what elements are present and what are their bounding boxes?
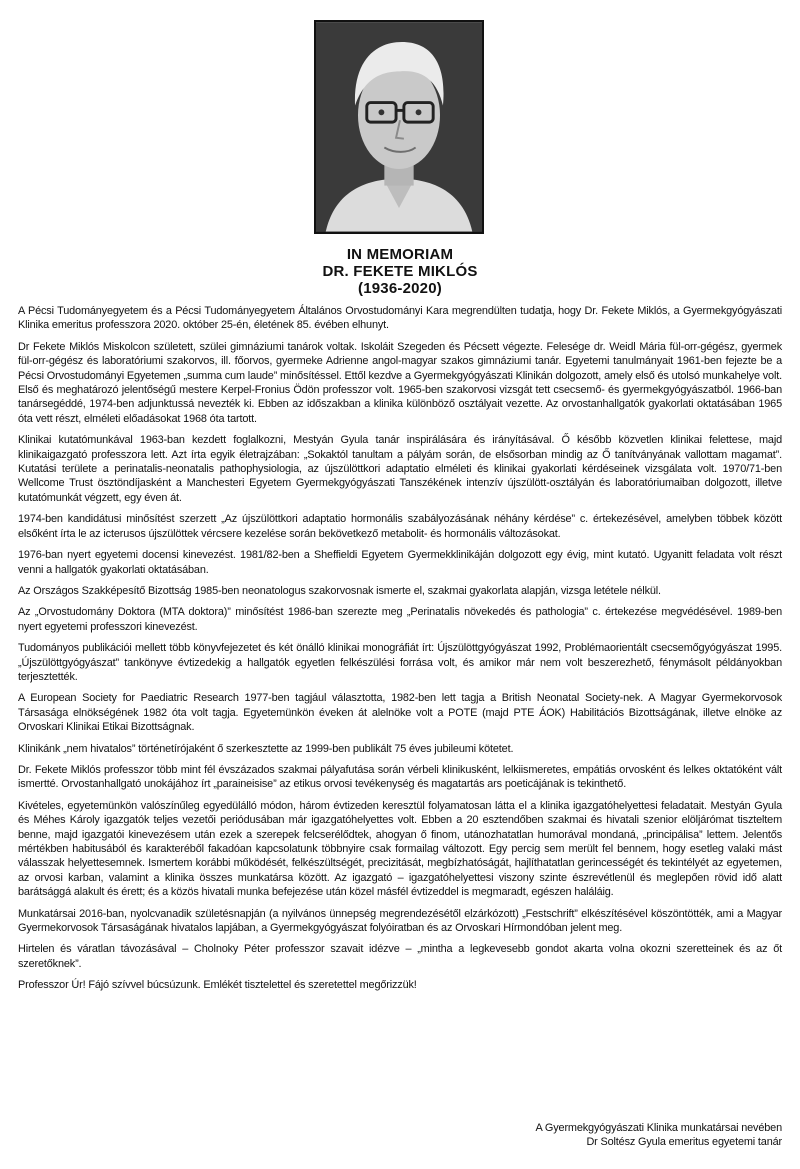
paragraph: 1974-ben kandidátusi minősítést szerzett „Az újszülöttkori adaptatio hormonális szabályozásának néhány kérdése” c. értekezésével, amelyben többek között elsőként írta le az icterusos újszülöttek vércsere kezelése során bekövetkező metabolit- és hormonális változásokat.: [18, 513, 782, 540]
memorial-text: [18, 304, 782, 1000]
heading-title: IN MEMORIAM: [346, 246, 454, 263]
paragraph: Munkatársai 2016-ban, nyolcvanadik születésnapján (a nyilvános ünnepség megrendezésétől elzárkózott) „Festschrift” elkészítésével köszöntötték, ami a Magyar Gyermekorvosok Társaságának hivatalos lapjában, a Gyermekgyógyászat folyóiratban és az Orvoskari Hírmondóban jelent meg.: [18, 907, 782, 935]
heading-years: (1936-2020): [358, 280, 442, 297]
paragraph: A European Society for Paediatric Research 1977-ben tagjául választotta, 1982-ben lett tagja a British Neonatal Society-nek. A Magyar Gyermekorvosok Társasága elnökségének 1982 óta volt tagja. Egyetemünkön éveken át alelnöke volt a POTE (majd PTE ÁOK) Habilitációs Bizottságának, illetve elnöke az Orvoskari Klinikai Etikai Bizottságnak.: [18, 692, 782, 734]
signature-block: [536, 1121, 782, 1150]
paragraph: Az Országos Szakképesítő Bizottság 1985-ben neonatologus szakorvosnak ismerte el, szakmai gyakorlata alapján, vizsga letétele nélkül.: [18, 584, 661, 597]
signature-name: Dr Soltész Gyula emeritus egyetemi tanár: [586, 1136, 782, 1149]
paragraph: Tudományos publikációi mellett több könyvfejezetet és két önálló klinikai monográfiát írt: Újszülöttgyógyászat 1992, Problémaorientált csecsemőgyógyászat 1995. „Újszülöttgyógyászat” tankönyve évtizedekig a hallgatók egyetlen felkészülési forrása volt, és amikor már nem volt beszerezhető, fénymásolt példányokban terjesztették.: [18, 642, 782, 683]
portrait-photo: [314, 20, 484, 234]
paragraph: Kivételes, egyetemünkön valószínűleg egyedülálló módon, három évtizeden keresztül folyamatosan látta el a klinika igazgatóhelyettesi feladatait. Mestyán Gyula és Méhes Károly igazgatók teljes vezetői periódusában már igazgatóhelyettes volt. Ebben a 20 esztendőben szakmai és hivatali szenior elöljárómat tiszteltem benne, majd igazgatói kinevezésem után ezek a szerepek felcserélődtek, ahogyan ő finom, utánozhatatlan humorával mondaná, „principálisa” lettem. Jelentős mértékben habitusából és karakteréből fakadóan kapcsolatunk többnyire csak formailag változott. Egy percig sem merült fel bennem, hogy esetleg valaki mást válasszak helyettesemnek. Ismertem korábbi működését, felkészültségét, precizitását, megbízhatóságát, hajlíthatatlan gerincességét és tekintélyét az egyetemen, az orvosi karban, valamint a klinika összes munkatársa között. Az igazgató – igazgatóhelyettesi viszony szinte észrevétlenül és meglepően rövid idő alatt barátsággá alakult és érett; és a közös hivatali munka befejezése után közel másfél évtizeddel is megmaradt, egészen haláláig.: [18, 799, 782, 899]
paragraph: Professzor Úr! Fájó szívvel búcsúzunk. Emlékét tisztelettel és szeretettel megőrizzük!: [18, 979, 417, 992]
paragraph: Klinikánk „nem hivatalos” történetírójaként ő szerkesztette az 1999-ben publikált 75 éves jubileumi kötetet.: [18, 742, 514, 755]
paragraph: Dr Fekete Miklós Miskolcon született, szülei gimnáziumi tanárok voltak. Iskoláit Szegeden és Pécsett végezte. Felesége dr. Weidl Mária fül-orr-gégész, gyermek fül-orr-gégész és laboratóriumi szakorvos, ill. főorvos, gyermeke Adrienne angol-magyar szakos gimnáziumi tanár. Egyetemi tanulmányait 1961-ben fejezte be a Pécsi Orvostudományi Egyetemen „summa cum laude” minősítéssel. Ettől kezdve a Gyermekgyógyászati Klinikán dolgozott, amely első és utolsó munkahelye volt. Első és meghatározó jelentőségű mestere Kerpel-Fronius Ödön professzor volt. 1965-ben szakorvosi vizsgát tett csecsemő- és gyermekgyógyászatból. 1966-ban tanársegéddé, 1974-ben adjunktussá nevezték ki. Ebben az időszakban a klinika különböző osztályait vezette. Az orvostanhallgatók gyakorlati oktatásában 1965 óta vett részt, elméleti előadásokat 1968 óta tartott.: [18, 340, 782, 425]
memorial-heading: [0, 246, 800, 297]
paragraph: Az „Orvostudomány Doktora (MTA doktora)” minősítést 1986-ban szerezte meg „Perinatalis növekedés és pathologia” c. értekezése megvédésével. 1989-ben nyert egyetemi professzori kinevezést.: [18, 606, 782, 633]
paragraph: Hirtelen és váratlan távozásával – Cholnoky Péter professzor szavait idézve – „mintha a legkevesebb gondot akarta volna okozni szeretteinek és az őt szeretőknek”.: [18, 943, 782, 970]
paragraph: 1976-ban nyert egyetemi docensi kinevezést. 1981/82-ben a Sheffieldi Egyetem Gyermekklinikáján dolgozott egy évig, mint kutató. Ugyanitt feladata volt részt venni a hallgatók gyakorlati oktatásában.: [18, 549, 782, 576]
paragraph: Klinikai kutatómunkával 1963-ban kezdett foglalkozni, Mestyán Gyula tanár inspirálására és irányításával. Ő később közvetlen klinikai felettese, majd klinikaigazgató professzora lett. Azt írta egyik életrajzában: „Sokaktól tanultam a pályám során, de elsősorban mindig az Ő tanítványának vallottam magamat”. Kutatási területe a perinatalis-neonatalis pathophysiologia, az újszülöttkori adaptatio elméleti és klinikai gyakorlati kérdéseinek vizsgálata volt. 1970/71-ben Wellcome Trust ösztöndíjasként a Manchesteri Egyetem Gyermekgyógyászati Tanszékének intenzív újszülött-osztályán és laboratóriumaiban dolgozott, illetve kutatómunkát végzett, egy éven át.: [18, 434, 782, 504]
signature-line: A Gyermekgyógyászati Klinika munkatársai nevében: [535, 1122, 782, 1134]
paragraph: Dr. Fekete Miklós professzor több mint fél évszázados szakmai pályafutása során vérbeli klinikusként, lelkiismeretes, empátiás orvosként és lelkes oktatóként vált ismertté. Orvostanhallgató unokájához írt „paraineisise” az etikus orvosi tevékenység és magatartás ars poeticájának is tekinthető.: [18, 763, 782, 791]
paragraph: A Pécsi Tudományegyetem és a Pécsi Tudományegyetem Általános Orvostudományi Kara megrendülten tudatja, hogy Dr. Fekete Miklós, a Gyermekgyógyászati Klinika emeritus professzora 2020. október 25-én, életének 85. évében elhunyt.: [18, 305, 782, 332]
heading-name: DR. FEKETE MIKLÓS: [322, 263, 478, 280]
portrait-photo-icon: [316, 22, 482, 232]
